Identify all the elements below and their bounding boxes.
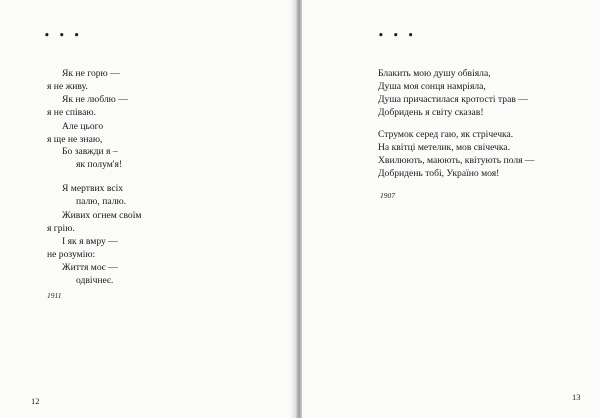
poem-line: Добридень я світу сказав! <box>378 107 484 118</box>
poem-line: Душа причастилася кротості трав — <box>378 94 528 105</box>
poem-line: Добридень тобі, Україно моя! <box>378 168 500 179</box>
poem-date: 1907 <box>380 191 395 200</box>
poem-line: Як не горю — <box>62 68 120 79</box>
poem-line: я не співаю. <box>47 107 96 118</box>
poem-line: Душа моя сонця намріяла, <box>378 81 486 92</box>
poem-line: Живих огнем своїм <box>62 210 142 221</box>
poem-line: На квітці метелик, мов свічечка. <box>378 142 511 153</box>
poem-line: Але цього <box>62 121 104 132</box>
poem-line: Життя моє — <box>62 262 118 273</box>
page-number: 13 <box>572 392 581 402</box>
poem-line: Я мертвих всіх <box>62 183 124 194</box>
poem-line: Блакить мою душу обвіяла, <box>378 68 491 79</box>
page-number: 12 <box>31 396 40 406</box>
poem-line: Струмок серед гаю, як стрічечка. <box>378 129 514 140</box>
poem-line: я ще не знаю, <box>47 134 103 145</box>
poem-line: одвічнеє. <box>76 275 114 286</box>
poem-line: І як я вмру — <box>62 236 118 247</box>
poem-date: 1911 <box>47 291 62 300</box>
poem-line: Як не люблю — <box>62 94 128 105</box>
poem-line: не розумію: <box>47 249 96 260</box>
poem-line: я не живу. <box>47 81 88 92</box>
left-page <box>0 0 298 418</box>
poem-line: Хвилюють, маюють, квітують поля — <box>378 155 535 166</box>
poem-line: Бо завжди я – <box>62 146 118 157</box>
section-ornament: • • • <box>378 31 417 41</box>
section-ornament: • • • <box>44 31 83 41</box>
poem-line: як полум'я! <box>76 159 123 170</box>
poem-line: палю, палю. <box>76 196 127 207</box>
poem-line: я грію. <box>47 223 75 234</box>
right-page <box>302 0 600 418</box>
